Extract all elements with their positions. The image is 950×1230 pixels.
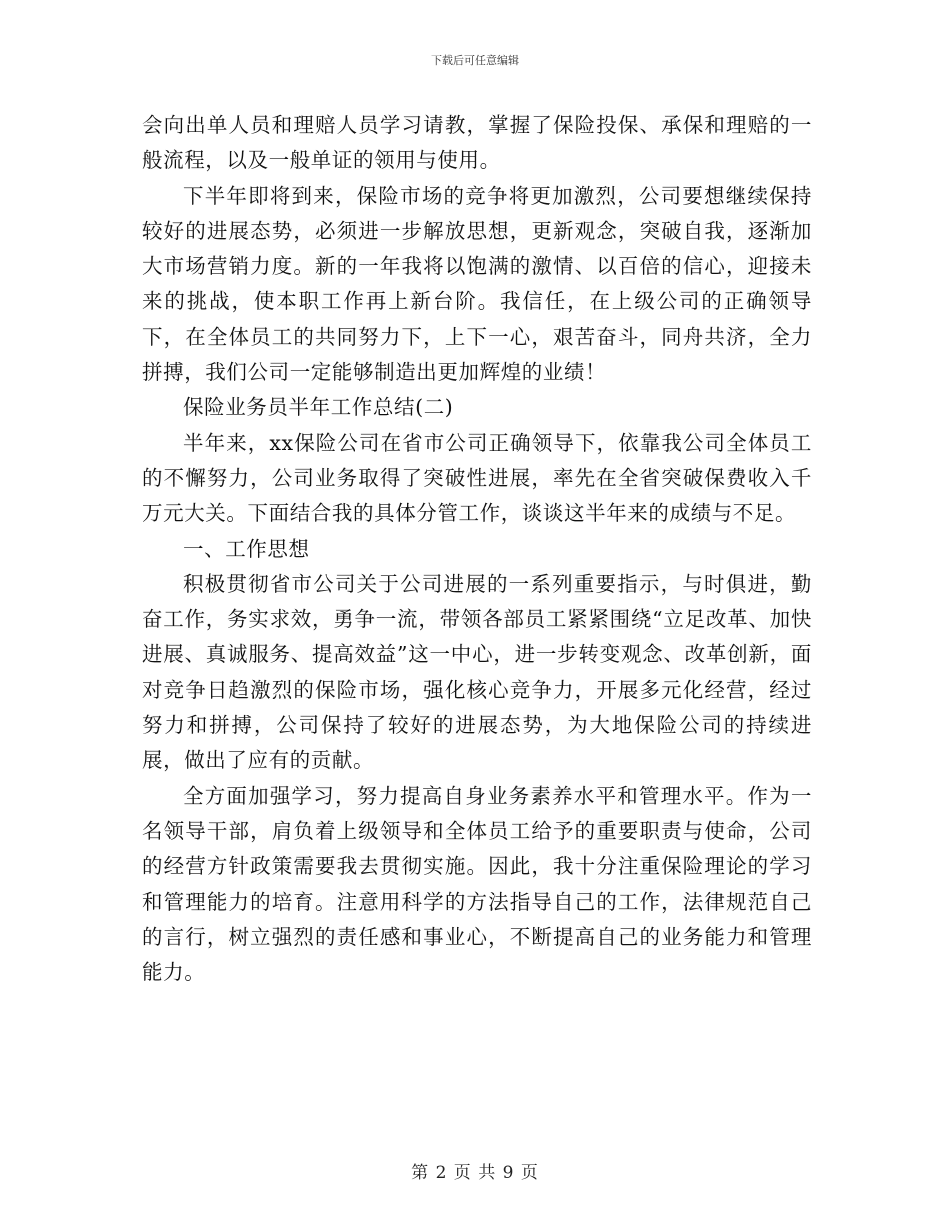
paragraph-intro: 半年来，xx保险公司在省市公司正确领导下，依靠我公司全体员工的不懈努力，公司业务取得了突破性进展，率先在全省突破保费收入千万元大关。下面结合我的具体分管工作，谈谈这半年来的成绩与不足。 [142, 430, 812, 526]
document-body [142, 108, 812, 990]
paragraph-learning: 全方面加强学习，努力提高自身业务素养水平和管理水平。作为一名领导干部，肩负着上级领导和全体员工给予的重要职责与使命，公司的经营方针政策需要我去贯彻实施。因此，我十分注重保险理论的学习和管理能力的培育。注意用科学的方法指导自己的工作，法律规范自己的言行，树立强烈的责任感和事业心，不断提高自己的业务能力和管理能力。 [142, 783, 812, 985]
page-header: 下载后可任意编辑 [431, 54, 519, 67]
paragraph-directives: 积极贯彻省市公司关于公司进展的一系列重要指示，与时俱进，勤奋工作，务实求效，勇争一流，带领各部员工紧紧围绕“立足改革、加快进展、真诚服务、提高效益”这一中心，进一步转变观念、改革创新，面对竞争日趋激烈的保险市场，强化核心竞争力，开展多元化经营，经过努力和拼搏，公司保持了较好的进展态势，为大地保险公司的持续进展，做出了应有的贡献。 [142, 571, 812, 773]
section-title: 保险业务员半年工作总结(二) [183, 395, 454, 420]
paragraph-continuation: 会向出单人员和理赔人员学习请教，掌握了保险投保、承保和理赔的一般流程，以及一般单证的领用与使用。 [142, 113, 812, 173]
section-heading-work-thinking: 一、工作思想 [183, 536, 310, 561]
page-number: 第 2 页 共 9 页 [411, 1163, 539, 1183]
paragraph-outlook: 下半年即将到来，保险市场的竞争将更加激烈，公司要想继续保持较好的进展态势，必须进一步解放思想，更新观念，突破自我，逐渐加大市场营销力度。新的一年我将以饱满的激情、以百倍的信心，迎接未来的挑战，使本职工作再上新台阶。我信任，在上级公司的正确领导下，在全体员工的共同努力下，上下一心，艰苦奋斗，同舟共济，全力拼搏，我们公司一定能够制造出更加辉煌的业绩！ [142, 183, 812, 385]
